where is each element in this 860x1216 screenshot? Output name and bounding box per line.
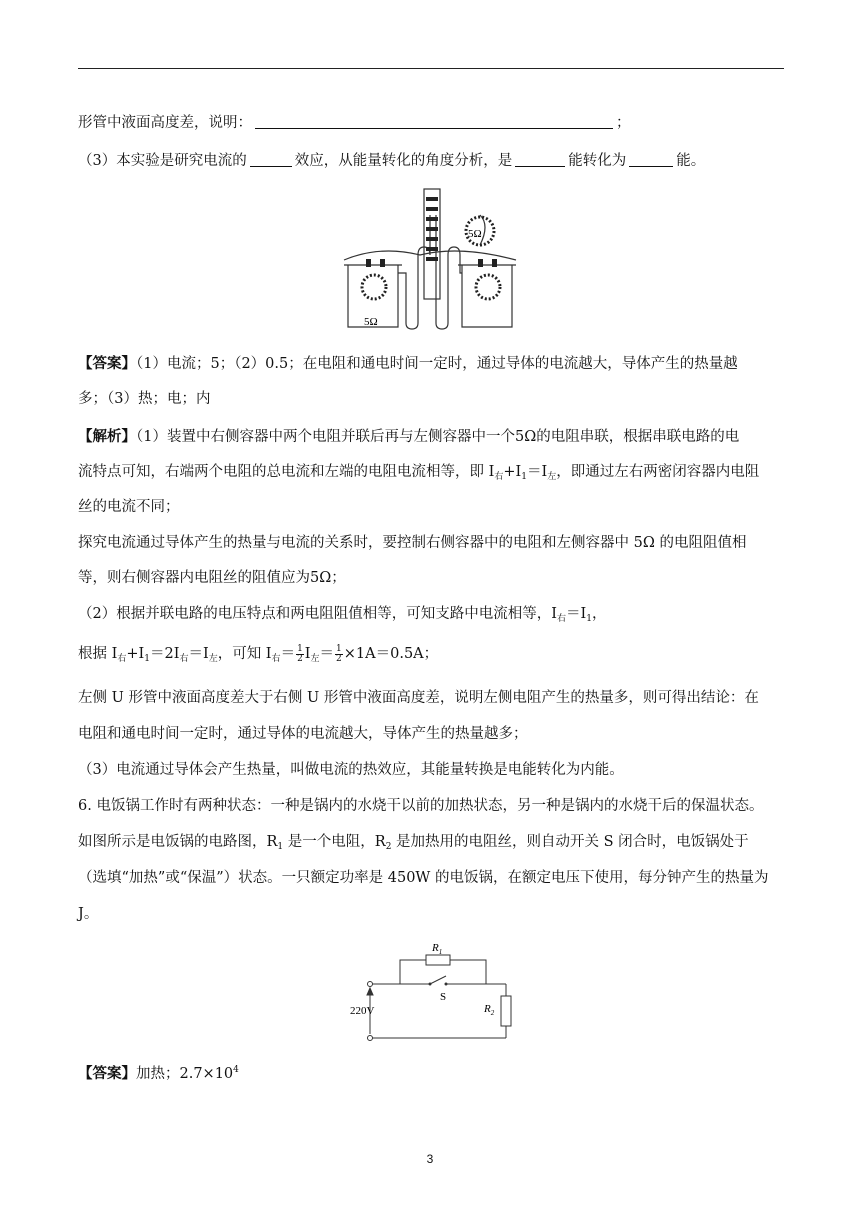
q5-analysis-line10: （3）电流通过导体会产生热量，叫做电流的热效应，其能量转换是电能转化为内能。 [78,762,624,778]
q5-analysis-line1: 【解析】（1）装置中右侧容器中两个电阻并联后再与左侧容器中一个5Ω的电阻串联，根据串联电路的电 [78,428,740,445]
q6-answer: 【答案】加热；$2.7\times 10^4$ [78,1065,239,1082]
q5-part3: （3）本实验是研究电流的 效应，从能量转化的角度分析，是 能转化为 能。 [78,153,706,169]
q5-analysis-line2: 流特点可知，右端两个电阻的总电流和左端的电阻电流相等，即 $I_右+I_1=I_左$，即通过左右两密闭容器内电阻 [78,464,760,482]
right-resistor-label: 5Ω [468,228,482,240]
q5-answer-line1: 【答案】（1）电流；5；（2）0.5；在电阻和通电时间一定时，通过导体的电流越大，导体产生的热量越 [78,355,738,372]
q5-answer-line2: 多；（3）热；电；内 [78,391,211,407]
terminal-top [368,982,373,987]
experiment-figure [340,185,520,333]
q5-analysis-line5: 等，则右侧容器内电阻丝的阻值应为5Ω； [78,570,346,586]
left-resistor-label: 5Ω [364,316,378,328]
voltage-label: 220V [350,1005,375,1017]
q6-line4: J。 [78,906,99,922]
q6-line3: （选填“加热”或“保温”）状态。一只额定功率是 450W 的电饭锅，在额定电压下使用，每分钟产生的热量为 [78,870,769,886]
answer-blank [515,152,565,167]
q5-analysis-line7: 根据 $I_右+I_1=2I_右=I_左$，可知 $I_右=$ $\frac{1}{2}$ $I_左=$ $\frac{1}{2}$ ×1A＝0.5A； [78,643,439,664]
right-resistor-coil [476,275,500,299]
fraction-half: $\frac{1}{2}$ [336,643,342,664]
switch-label: S [440,991,447,1003]
r2-resistor [501,996,511,1026]
q5-analysis-line8: 左侧 U 形管中液面高度差大于右侧 U 形管中液面高度差，说明左侧电阻产生的热量多，则可得出结论：在 [78,690,759,706]
terminal-bottom [368,1036,373,1041]
q5-analysis-line4: 探究电流通过导体产生的热量与电流的关系时，要控制右侧容器中的电阻和左侧容器中 5Ω 的电阻阻值相 [78,535,747,551]
answer-blank [255,114,613,129]
fraction-half: $\frac{1}{2}$ [297,643,303,664]
q5-analysis-line6: （2）根据并联电路的电压特点和两电阻阻值相等，可知支路中电流相等，$I_右=I_1$， [78,606,607,624]
answer-blank [250,152,292,167]
switch-s [430,976,446,984]
r2-label: $R_2$ [484,1003,495,1017]
answer-blank [629,152,673,167]
q5-analysis-line3: 丝的电流不同； [78,499,180,515]
page-number: 3 [426,1152,434,1166]
left-resistor-coil [362,275,386,299]
q5-line1: 形管中液面高度差，说明： ； [78,115,631,131]
circuit-diagram [348,938,518,1044]
r1-resistor [426,955,450,965]
q6-line1: 6. 电饭锅工作时有两种状态：一种是锅内的水烧干以前的加热状态，另一种是锅内的水烧干后的保温状态。 [78,798,764,814]
q6-line2: 如图所示是电饭锅的电路图，$R_1$ 是一个电阻，$R_2$ 是加热用的电阻丝，则自动开关 S 闭合时，电饭锅处于 [78,834,749,852]
r1-label: $R_1$ [432,942,443,956]
header-rule [78,68,784,69]
q5-analysis-line9: 电阻和通电时间一定时，通过导体的电流越大，导体产生的热量越多； [78,726,528,742]
